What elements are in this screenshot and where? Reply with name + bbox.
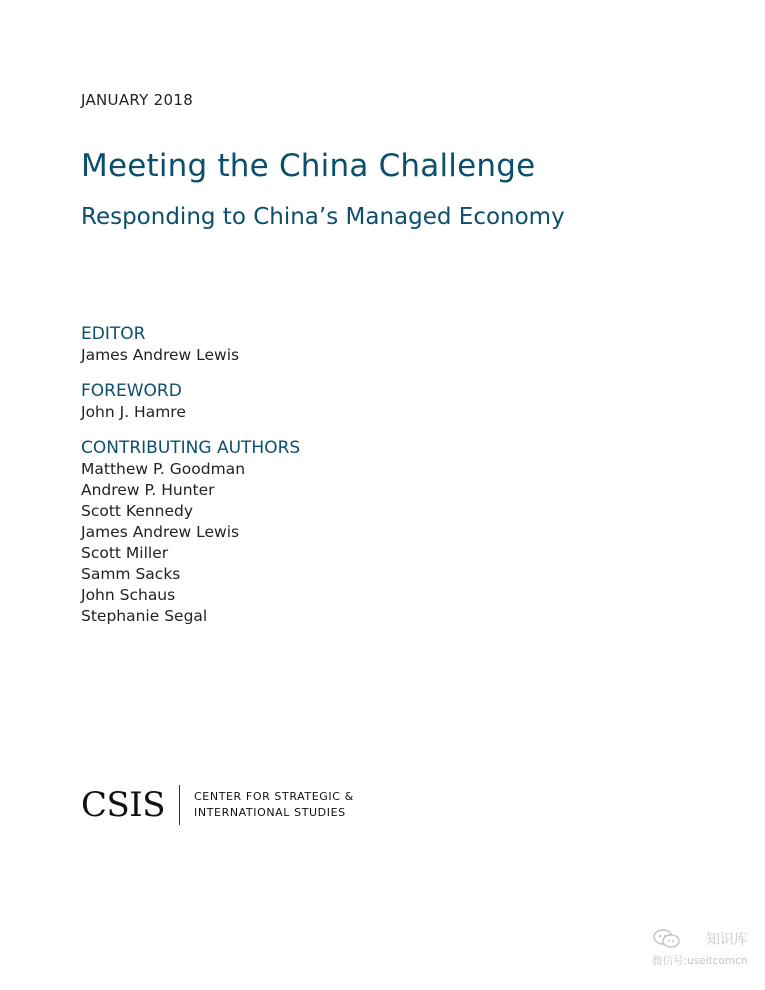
author-name: Stephanie Segal — [81, 607, 208, 625]
author-name: Scott Kennedy — [81, 502, 194, 520]
editor-heading: EDITOR — [81, 324, 146, 344]
wechat-icon — [652, 928, 682, 950]
logo-line-2: INTERNATIONAL STUDIES — [194, 806, 346, 819]
watermark — [652, 928, 760, 972]
editor-name: James Andrew Lewis — [81, 346, 240, 364]
contributing-authors-section — [81, 437, 300, 627]
author-name: John Schaus — [81, 586, 176, 604]
csis-logo — [81, 784, 354, 826]
contributing-authors-heading: CONTRIBUTING AUTHORS — [81, 438, 301, 458]
report-title: Meeting the China Challenge — [81, 148, 536, 184]
logo-org-name — [194, 789, 354, 821]
logo-line-1: CENTER FOR STRATEGIC & — [194, 790, 354, 803]
watermark-subtitle: 微信号:useitcomcn — [652, 955, 748, 967]
foreword-section — [81, 380, 300, 423]
author-name: Andrew P. Hunter — [81, 481, 215, 499]
csis-wordmark: CSIS — [81, 785, 166, 825]
author-name: Matthew P. Goodman — [81, 460, 246, 478]
report-subtitle: Responding to China’s Managed Economy — [81, 204, 565, 230]
foreword-name: John J. Hamre — [81, 403, 186, 421]
author-name: James Andrew Lewis — [81, 523, 240, 541]
watermark-title: 知识库 — [706, 932, 748, 948]
report-date: JANUARY 2018 — [81, 91, 194, 109]
foreword-heading: FOREWORD — [81, 381, 182, 401]
editor-section — [81, 323, 300, 366]
logo-divider — [179, 785, 180, 825]
author-name: Scott Miller — [81, 544, 169, 562]
author-name: Samm Sacks — [81, 565, 181, 583]
credits-block — [81, 323, 300, 641]
